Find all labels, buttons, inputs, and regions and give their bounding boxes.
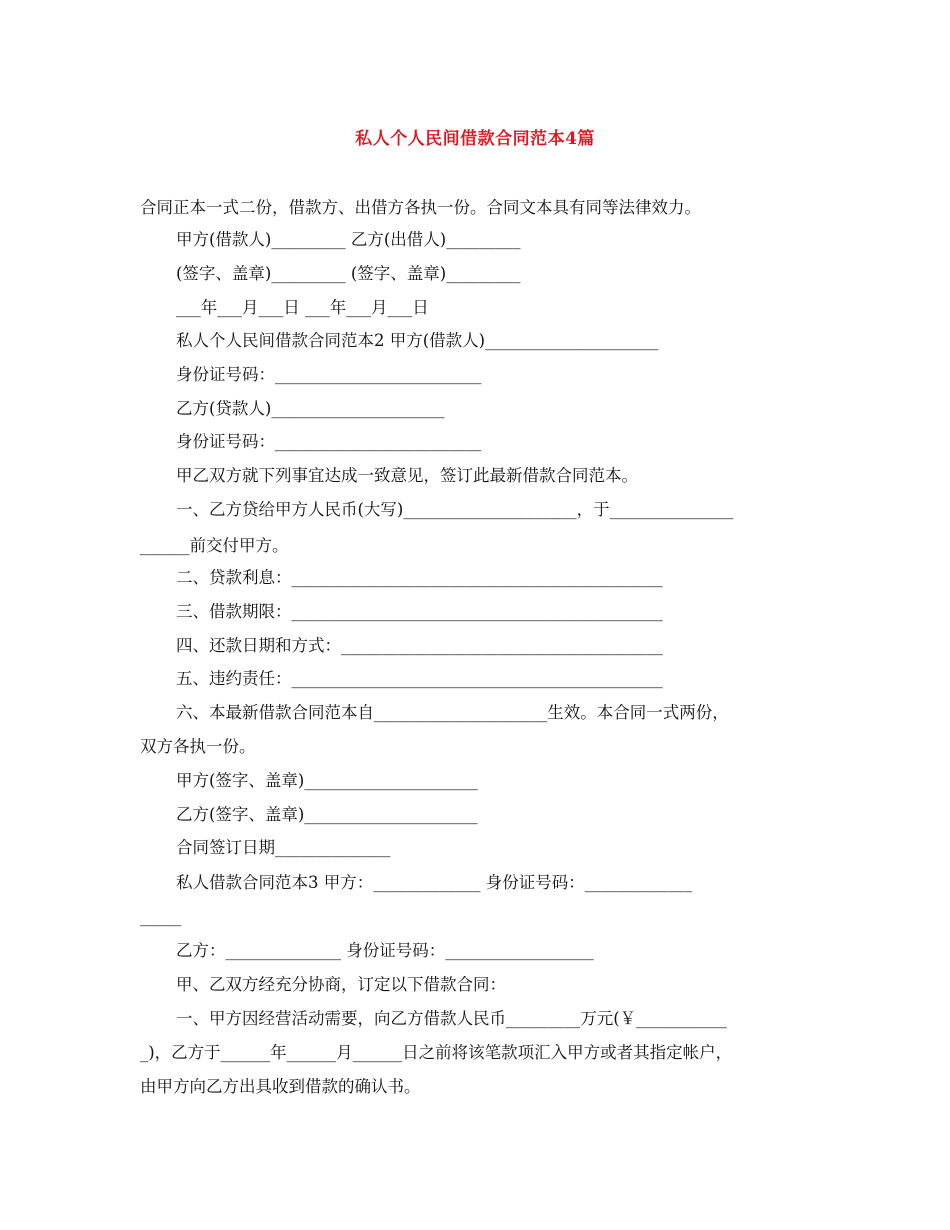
paragraph-line: 六、本最新借款合同范本自_____________________生效。本合同一式两份， xyxy=(176,703,729,722)
document-title: 私人个人民间借款合同范本4篇 xyxy=(355,129,595,149)
paragraph-line: 双方各执一份。 xyxy=(140,737,256,756)
paragraph-line: 甲方(借款人)_________ 乙方(出借人)_________ xyxy=(176,230,521,249)
paragraph-line: ______前交付甲方。 xyxy=(140,536,289,555)
paragraph-line: ___年___月___日 ___年___月___日 xyxy=(176,298,429,317)
paragraph-line: 乙方：______________ 身份证号码：__________________ xyxy=(176,941,594,960)
paragraph-line: 甲乙双方就下列事宜达成一致意见，签订此最新借款合同范本。 xyxy=(176,466,638,485)
paragraph-line: 一、乙方贷给甲方人民币(大写)_____________________，于_______________ xyxy=(176,500,734,519)
paragraph-line: _)，乙方于______年______月______日之前将该笔款项汇入甲方或者其指定帐户， xyxy=(140,1043,733,1062)
paragraph-line: 甲方(签字、盖章)_____________________ xyxy=(176,771,478,790)
paragraph-line: 身份证号码：_________________________ xyxy=(176,432,482,451)
paragraph-line: 身份证号码：_________________________ xyxy=(176,365,482,384)
paragraph-line: 合同正本一式二份，借款方、出借方各执一份。合同文本具有同等法律效力。 xyxy=(140,198,701,217)
paragraph-line: 四、还款日期和方式：_______________________________________ xyxy=(176,636,663,655)
paragraph-line: 由甲方向乙方出具收到借款的确认书。 xyxy=(140,1077,421,1096)
paragraph-line: 乙方(贷款人)_____________________ xyxy=(176,399,445,418)
paragraph-line: 乙方(签字、盖章)_____________________ xyxy=(176,805,478,824)
paragraph-line: 三、借款期限：_____________________________________________ xyxy=(176,602,663,621)
paragraph-line: 私人个人民间借款合同范本2 甲方(借款人)_____________________ xyxy=(176,331,659,350)
paragraph-line: 一、甲方因经营活动需要，向乙方借款人民币_________万元(￥___________ xyxy=(176,1009,727,1028)
paragraph-line: 二、贷款利息：_____________________________________________ xyxy=(176,568,663,587)
paragraph-line: 私人借款合同范本3 甲方：_____________ 身份证号码：_____________ xyxy=(176,873,692,892)
paragraph-line: _____ xyxy=(140,907,182,926)
paragraph-line: 合同签订日期______________ xyxy=(176,838,391,857)
paragraph-line: (签字、盖章)_________ (签字、盖章)_________ xyxy=(176,264,521,283)
paragraph-line: 甲、乙双方经充分协商，订定以下借款合同： xyxy=(176,975,506,994)
paragraph-line: 五、违约责任：_____________________________________________ xyxy=(176,669,663,688)
